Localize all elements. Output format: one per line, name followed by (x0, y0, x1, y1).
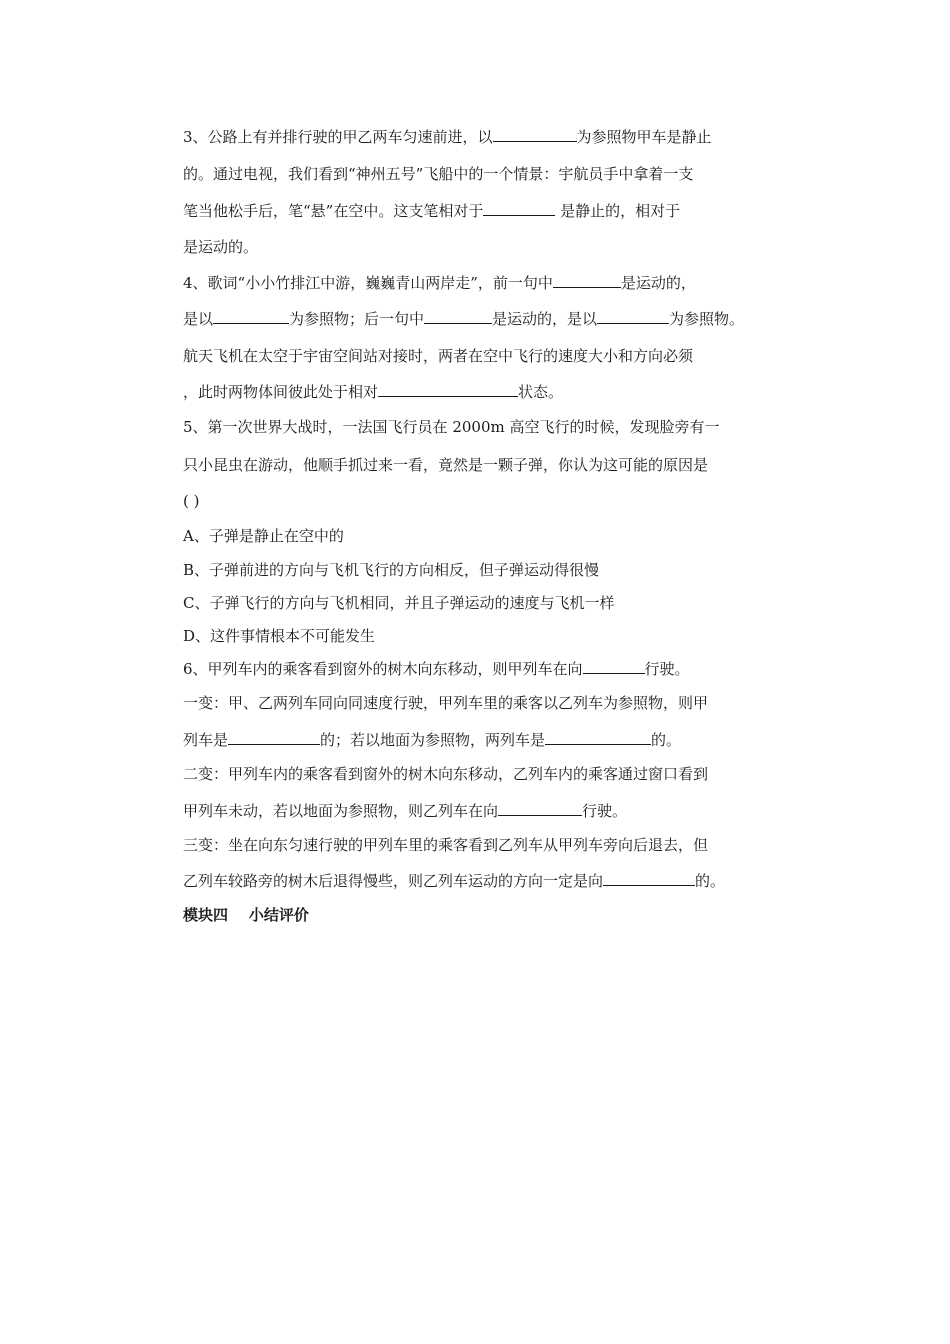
q6-text: 的。 (651, 731, 682, 749)
q4-text: ，此时两物体间彼此处于相对 (183, 383, 379, 401)
q5-line-1 (183, 417, 719, 437)
q5-option-b[interactable] (183, 560, 599, 580)
q4-line-4 (183, 382, 563, 402)
answer-blank[interactable] (378, 382, 518, 397)
q6-text: 甲列车未动，若以地面为参照物，则乙列车在向 (183, 802, 499, 820)
q5-text: ( ) (183, 492, 200, 510)
q6-text: 的。 (695, 872, 726, 890)
q5-option-d[interactable] (183, 626, 375, 646)
option-label: B、子弹前进的方向与飞机飞行的方向相反，但子弹运动得很慢 (183, 561, 600, 579)
q3-text: 3、公路上有并排行驶的甲乙两车匀速前进，以 (183, 128, 493, 146)
q6-text: 三变：坐在向东匀速行驶的甲列车里的乘客看到乙列车从甲列车旁向后退去，但 (183, 836, 709, 854)
answer-blank[interactable] (228, 730, 320, 745)
q4-line-2 (183, 309, 744, 329)
q3-text: 是运动的。 (183, 238, 259, 256)
option-label: C、子弹飞行的方向与飞机相同，并且子弹运动的速度与飞机一样 (183, 594, 615, 612)
q4-text: 航天飞机在太空于宇宙空间站对接时，两者在空中飞行的速度大小和方向必须 (183, 347, 694, 365)
q5-line-2 (183, 455, 708, 475)
q4-text: 4、歌词“小小竹排江中游，巍巍青山两岸走”，前一句中 (183, 274, 553, 292)
q6-text: 行驶。 (644, 660, 690, 678)
q6-text: 6、甲列车内的乘客看到窗外的树木向东移动，则甲列车在向 (183, 660, 583, 678)
option-label: A、子弹是静止在空中的 (183, 527, 344, 545)
q3-line-2 (183, 164, 693, 184)
q4-text: 是运动的， (620, 274, 696, 292)
q3-text: 的。通过电视，我们看到“神州五号”飞船中的一个情景：宇航员手中拿着一支 (183, 165, 694, 183)
q6-variant-3-line-1 (183, 835, 708, 855)
q6-line-1 (183, 659, 690, 679)
module-4-heading: 模块四 小结评价 (183, 906, 309, 924)
q3-line-4 (183, 237, 258, 257)
option-label: D、这件事情根本不可能发生 (183, 627, 376, 645)
q6-text: 列车是 (183, 731, 229, 749)
q6-variant-2-line-1 (183, 764, 708, 784)
answer-blank[interactable] (597, 309, 669, 324)
answer-blank[interactable] (213, 309, 289, 324)
q5-answer-bracket[interactable] (183, 491, 199, 511)
q6-text: 二变：甲列车内的乘客看到窗外的树木向东移动，乙列车内的乘客通过窗口看到 (183, 765, 709, 783)
q6-text: 行驶。 (582, 802, 628, 820)
q3-line-1 (183, 127, 712, 147)
q3-line-3 (183, 201, 680, 221)
answer-blank[interactable] (545, 730, 651, 745)
q5-option-c[interactable] (183, 593, 614, 613)
q6-text: 的；若以地面为参照物，两列车是 (320, 731, 546, 749)
q6-variant-3-line-2 (183, 871, 725, 891)
q6-text: 一变：甲、乙两列车同向同速度行驶，甲列车里的乘客以乙列车为参照物，则甲 (183, 694, 709, 712)
q6-text: 乙列车较路旁的树木后退得慢些，则乙列车运动的方向一定是向 (183, 872, 604, 890)
q5-text: 5、第一次世界大战时，一法国飞行员在 2000m 高空飞行的时候，发现脸旁有一 (183, 418, 720, 436)
q3-text: 为参照物甲车是静止 (576, 128, 712, 146)
answer-blank[interactable] (493, 127, 577, 142)
answer-blank[interactable] (603, 871, 695, 886)
answer-blank[interactable] (483, 201, 555, 216)
q4-line-1 (183, 273, 696, 293)
q4-text: 状态。 (518, 383, 564, 401)
q5-text: 只小昆虫在游动，他顺手抓过来一看，竟然是一颗子弹，你认为这可能的原因是 (183, 456, 709, 474)
answer-blank[interactable] (424, 309, 492, 324)
answer-blank[interactable] (553, 273, 621, 288)
answer-blank[interactable] (583, 659, 645, 674)
q3-text: 是静止的，相对于 (555, 202, 681, 220)
answer-blank[interactable] (498, 801, 582, 816)
q6-variant-2-line-2 (183, 801, 627, 821)
q5-option-a[interactable] (183, 526, 344, 546)
q4-text: 是以 (183, 310, 214, 328)
q3-text: 笔当他松手后，笔“悬”在空中。这支笔相对于 (183, 202, 484, 220)
q6-variant-1-line-2 (183, 730, 681, 750)
q4-text: 是运动的，是以 (492, 310, 598, 328)
q4-text: 为参照物；后一句中 (289, 310, 425, 328)
q4-text: 为参照物。 (669, 310, 745, 328)
q6-variant-1-line-1 (183, 693, 708, 713)
q4-line-3 (183, 346, 693, 366)
